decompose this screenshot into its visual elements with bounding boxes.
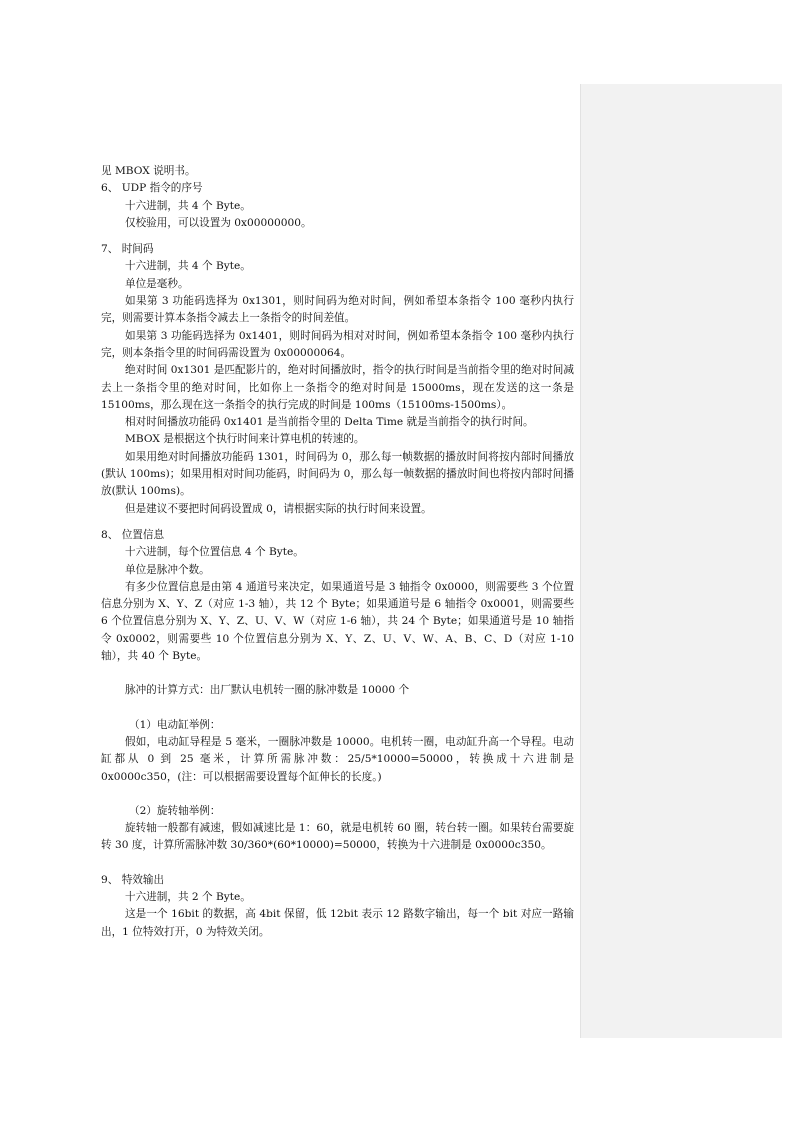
section-heading-6: 6、 UDP 指令的序号 — [101, 182, 203, 195]
spacer — [101, 700, 574, 717]
paragraph: 有多少位置信息是由第 4 通道号来决定，如果通道号是 3 轴指令 0x0000，则需要些 3 个位置信息分别为 X、Y、Z（对应 1-3 轴），共 12 个 Byte；如果通道号是 6 轴指令 0x0001，则需要些 6 个位置信息分别为 X、Y、Z、U、V、W（对应 1-6 轴），共 24 个 Byte；如果通道号是 10 轴指令 0x0002，则需要些 10 个位置信息分别为 X、Y、Z、U、V、W、A、B、C、D（对应 1-10 轴），共 40 个 Byte。 — [101, 580, 574, 663]
paragraph: 十六进制，共 4 个 Byte。 — [125, 260, 251, 273]
spacer — [101, 855, 574, 872]
paragraph: MBOX 是根据这个执行时间来计算电机的转速的。 — [125, 433, 365, 446]
paragraph: 单位是脉冲个数。 — [125, 563, 210, 576]
paragraph: 假如，电动缸导程是 5 毫米，一圈脉冲数是 10000。电机转一圈，电动缸升高一个导程。电动缸都从 0 到 25 毫米，计算所需脉冲数：25/5*10000=50000，转换成十六进制是 0x0000c350，(注：可以根据需要设置每个缸伸长的长度。) — [101, 735, 574, 783]
paragraph: 相对时间播放功能码 0x1401 是当前指令里的 Delta Time 就是当前指令的执行时间。 — [125, 416, 534, 429]
section-heading-8: 8、 位置信息 — [101, 528, 165, 541]
paragraph: 如果用绝对时间播放功能码 1301，时间码为 0，那么每一帧数据的播放时间将按内部时间播放(默认 100ms)；如果用相对时间功能码，时间码为 0，那么每一帧数据的播放时间也将按内部时间播放(默认 100ms)。 — [101, 450, 574, 498]
paragraph: 如果第 3 功能码选择为 0x1401，则时间码为相对对时间，例如希望本条指令 100 毫秒内执行完，则本条指令里的时间码需设置为 0x00000064。 — [101, 329, 574, 359]
paragraph: 十六进制，共 4 个 Byte。 — [125, 199, 251, 212]
spacer — [101, 786, 574, 803]
document-body — [101, 163, 574, 941]
paragraph: 仅校验用，可以设置为 0x00000000。 — [125, 216, 312, 229]
comment-pane — [580, 84, 782, 1038]
spacer — [101, 518, 574, 527]
subheading: （2）旋转轴举例： — [129, 804, 221, 817]
paragraph: 如果第 3 功能码选择为 0x1301，则时间码为绝对时间，例如希望本条指令 100 毫秒内执行完，则需要计算本条指令减去上一条指令的时间差值。 — [101, 295, 574, 325]
paragraph: 十六进制，共 2 个 Byte。 — [125, 890, 251, 903]
subheading: （1）电动缸举例： — [129, 718, 221, 731]
section-heading-9: 9、 特效输出 — [101, 873, 165, 886]
paragraph: 脉冲的计算方式：出厂默认电机转一圈的脉冲数是 10000 个 — [125, 684, 410, 697]
paragraph: 旋转轴一般都有减速，假如减速比是 1：60，就是电机转 60 圈，转台转一圈。如果转台需要旋转 30 度，计算所需脉冲数 30/360*(60*10000)=50000，转换为十六进制是 0x0000c350。 — [101, 822, 574, 852]
paragraph: 绝对时间 0x1301 是匹配影片的，绝对时间播放时，指令的执行时间是当前指令里的绝对时间减去上一条指令里的绝对时间，比如你上一条指令的绝对时间是 15000ms，现在发送的这一条是 15100ms，那么现在这一条指令的执行完成的时间是 100ms（15100ms-1500ms）。 — [101, 364, 574, 411]
paragraph: 但是建议不要把时间码设置成 0，请根据实际的执行时间来设置。 — [125, 502, 432, 515]
paragraph: 单位是毫秒。 — [125, 277, 189, 290]
paragraph: 见 MBOX 说明书。 — [101, 165, 196, 177]
paragraph: 这是一个 16bit 的数据，高 4bit 保留，低 12bit 表示 12 路数字输出，每一个 bit 对应一路输出，1 位特效打开，0 为特效关闭。 — [101, 908, 574, 938]
section-heading-7: 7、 时间码 — [101, 243, 154, 256]
spacer — [101, 232, 574, 241]
paragraph: 十六进制，每个位置信息 4 个 Byte。 — [125, 546, 304, 559]
spacer — [101, 665, 574, 682]
